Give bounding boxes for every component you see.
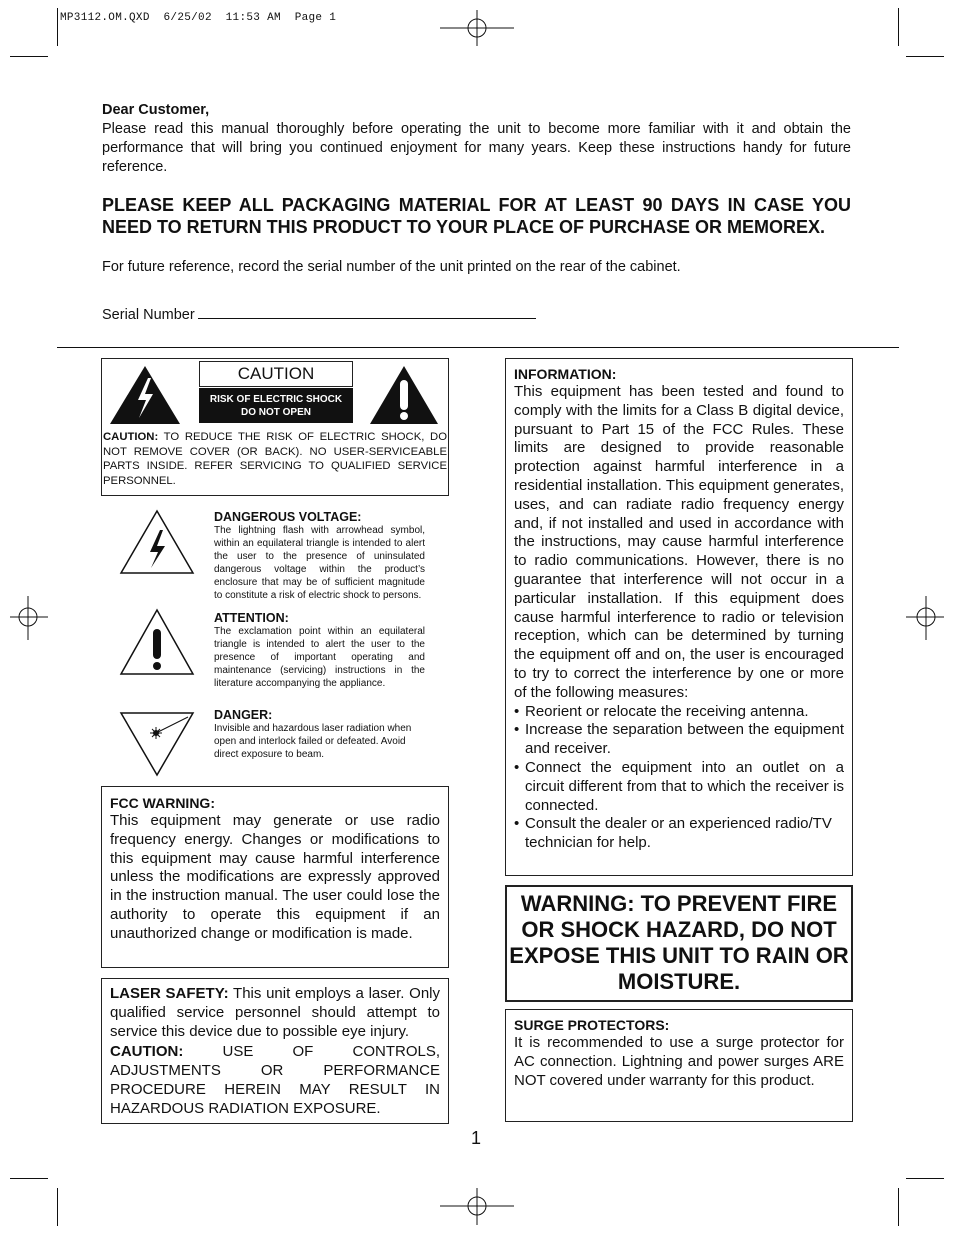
symbol-title: DANGER: (214, 708, 273, 722)
intro-section (102, 101, 851, 177)
surge-protectors-box (505, 1009, 853, 1122)
fcc-text: This equipment may generate or use radio frequency energy. Changes or modifications to this equipment may cause harmful interference unless the modifications are expressly approved in the instruction manual. The user could lose the authority to operate this equipment if an unauthorized change or modification is made. (110, 812, 440, 942)
information-box (505, 358, 853, 876)
page-number: 1 (471, 1128, 482, 1148)
caution-subtitle (199, 388, 353, 423)
laser-caution-lead: CAUTION: (110, 1043, 184, 1061)
fcc-warning-box (101, 786, 449, 968)
header-file: MP3112.OM.QXD (60, 12, 150, 24)
surge-text: It is recommended to use a surge protector for AC connection. Lightning and power surges ARE NOT covered under warranty for this product. (514, 1034, 844, 1089)
exclamation-triangle-icon (368, 364, 440, 426)
serial-blank-line (198, 304, 536, 319)
lightning-triangle-icon (118, 508, 196, 576)
header-time: 11:53 AM (225, 12, 281, 24)
serial-label: Serial Number (102, 307, 195, 323)
packaging-notice: PLEASE KEEP ALL PACKAGING MATERIAL FOR AT LEAST 90 DAYS IN CASE YOU NEED TO RETURN THIS PRODUCT TO YOUR PLACE OF PURCHASE OR MEMOREX. (102, 195, 851, 237)
laser-caution-body: USE OF CONTROLS, ADJUSTMENTS OR PERFORMANCE PROCEDURE HEREIN MAY RESULT IN HAZARDOUS RADIATION EXPOSURE. (110, 1043, 440, 1117)
symbol-danger (214, 708, 425, 761)
information-bullet: • Consult the dealer or an experienced radio/TV technician for help. (514, 815, 832, 852)
symbol-attention (214, 611, 425, 690)
information-bullet: • Connect the equipment into an outlet on a circuit different from that to which the receiver is connected. (514, 758, 844, 814)
exclamation-triangle-icon (118, 607, 196, 677)
horizontal-divider (57, 347, 899, 348)
laser-title: LASER SAFETY: (110, 985, 229, 1002)
information-text: This equipment has been tested and found to comply with the limits for a Class B digital device, pursuant to Part 15 of the FCC Rules. These limits are designed to provide reasonable protection against harmful interference in a residential installation. This equipment generates, uses, and can radiate radio frequency energy and, if not installed and used in accordance with the instructions, may cause harmful interference to radio communications. However, there is no guarantee that interference will not occur in a particular installation. If this equipment does cause harmful interference to radio or television reception, which can be determined by turning the equipment off and on, the user is encouraged to try to correct the interference by one or more of the following measures: (514, 383, 844, 701)
intro-body: Please read this manual thoroughly before operating the unit to become more familiar with it and obtain the performance that will bring you continued enjoyment for many years. Keep these instructions handy for future reference. (102, 121, 851, 175)
caution-text (103, 430, 447, 488)
header-date: 6/25/02 (163, 12, 212, 24)
information-bullet: • Reorient or relocate the receiving antenna. (514, 702, 809, 720)
rain-moisture-warning: WARNING: TO PREVENT FIRE OR SHOCK HAZARD, DO NOT EXPOSE THIS UNIT TO RAIN OR MOISTURE. (505, 885, 853, 1002)
laser-safety-box (101, 978, 449, 1124)
laser-body: This unit employs a laser. Only qualified service personnel should attempt to service this device due to possible eye injury. (110, 985, 440, 1040)
surge-title: SURGE PROTECTORS: (514, 1017, 670, 1033)
laser-triangle-icon (118, 710, 196, 778)
laser-caution (110, 1043, 440, 1118)
caution-text-lead: CAUTION: (103, 431, 159, 443)
symbol-dangerous-voltage (214, 510, 425, 602)
fcc-title: FCC WARNING: (110, 795, 215, 811)
symbol-text: The lightning flash with arrowhead symbol, within an equilateral triangle is intended to alert the user to the presence of uninsulated dangerous voltage within the product’s enclosure that may be of sufficient magnitude to constitute a risk of electric shock to persons. (214, 525, 425, 601)
laser-text (110, 985, 440, 1041)
symbol-text: The exclamation point within an equilateral triangle is intended to alert the user to the presence of important operating and maintenance (servicing) instructions in the literature accompanying the appliance. (214, 626, 425, 689)
greeting: Dear Customer, (102, 102, 210, 118)
symbol-title: DANGEROUS VOLTAGE: (214, 510, 362, 524)
caution-text-body: TO REDUCE THE RISK OF ELECTRIC SHOCK, DO NOT REMOVE COVER (OR BACK). NO USER-SERVICEABLE PARTS INSIDE. REFER SERVICING TO QUALIFIED SERVICE PERSONNEL. (103, 431, 447, 487)
serial-instruction: For future reference, record the serial number of the unit printed on the rear of the cabinet. (102, 259, 681, 275)
caution-sub-line2: DO NOT OPEN (240, 407, 311, 418)
information-title: INFORMATION: (514, 366, 617, 382)
caution-sub-line1: RISK OF ELECTRIC SHOCK (209, 394, 343, 405)
lightning-triangle-icon (108, 364, 182, 426)
serial-number-row (102, 304, 536, 323)
symbol-title: ATTENTION: (214, 611, 289, 625)
information-bullet: • Increase the separation between the equipment and receiver. (514, 721, 844, 758)
header-page-label: Page 1 (294, 12, 337, 24)
caution-title: CAUTION (199, 361, 353, 387)
symbol-text: Invisible and hazardous laser radiation when open and interlock failed or defeated. Avoid direct exposure to beam. (214, 723, 412, 760)
